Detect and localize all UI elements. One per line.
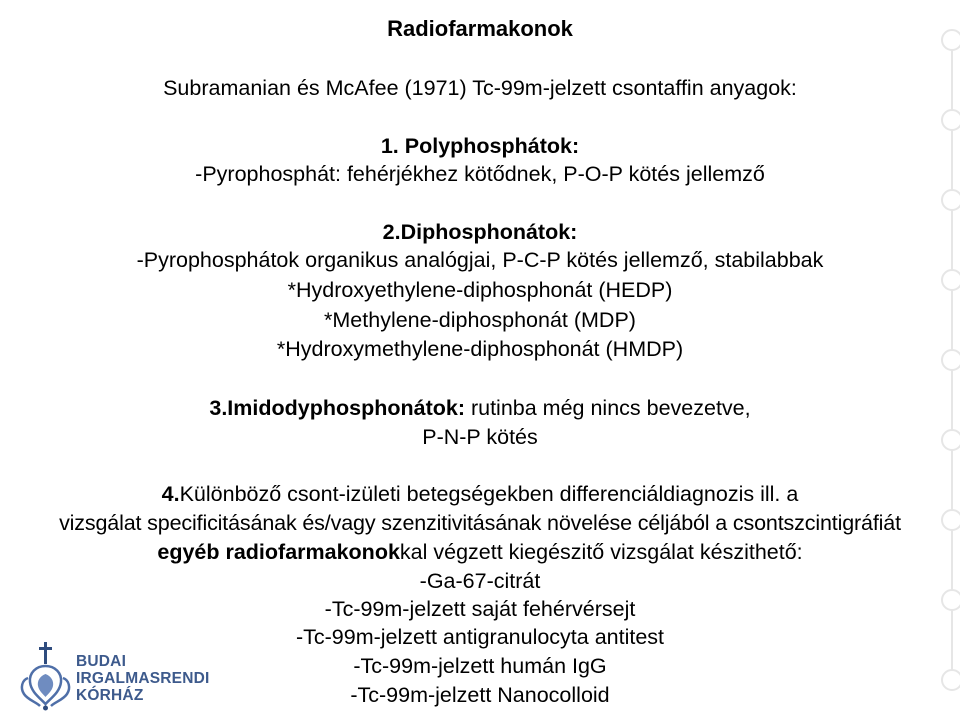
section4-line1-text: Különböző csont-izületi betegségekben differenciáldiagnozis ill. a: [179, 482, 799, 506]
section2-line3: *Methylene-diphosphonát (MDP): [324, 308, 636, 332]
section2-heading: 2.Diphosphonátok:: [382, 220, 578, 244]
hospital-logo: [18, 640, 210, 712]
section4-line1: [0, 480, 960, 508]
section4-line2: vizsgálat specificitásának és/vagy szenzitivitásának növelése céljából a csontszcintigráfiát: [59, 511, 901, 535]
section4-number: 4.: [161, 482, 180, 506]
intro-text: Subramanian és McAfee (1971) Tc-99m-jelzett csontaffin anyagok:: [163, 76, 797, 100]
hospital-emblem-icon: [18, 640, 78, 712]
slide-title: Radiofarmakonok: [387, 16, 573, 41]
logo-line-3: KÓRHÁZ: [76, 687, 144, 704]
section1-line1: -Pyrophosphát: fehérjékhez kötődnek, P-O-P kötés jellemző: [195, 162, 765, 186]
section3-line1: [0, 394, 960, 422]
section2-line1: -Pyrophosphátok organikus analógjai, P-C-P kötés jellemző, stabilabbak: [136, 248, 824, 272]
section4-line3-text: kal végzett kiegészitő vizsgálat készithető:: [399, 540, 803, 564]
list-item: -Tc-99m-jelzett humán IgG: [353, 654, 607, 678]
list-item: -Tc-99m-jelzett saját fehérvérsejt: [324, 597, 636, 621]
section2-line4: *Hydroxymethylene-diphosphonát (HMDP): [276, 337, 684, 361]
list-item: -Tc-99m-jelzett Nanocolloid: [350, 683, 610, 707]
logo-line-1: BUDAI: [76, 653, 127, 670]
logo-text: [76, 653, 210, 704]
section4-line3: [0, 538, 960, 566]
section3-text: rutinba még nincs bevezetve,: [464, 396, 751, 420]
logo-line-2: IRGALMASRENDI: [76, 670, 210, 687]
list-item: -Tc-99m-jelzett antigranulocyta antitest: [295, 625, 665, 649]
section2-line2: *Hydroxyethylene-diphosphonát (HEDP): [287, 278, 673, 302]
section1-heading: 1. Polyphosphátok:: [380, 134, 580, 158]
section3-line2: P-N-P kötés: [422, 425, 538, 449]
list-item: -Ga-67-citrát: [419, 569, 541, 593]
decorative-pattern-icon: [928, 0, 960, 720]
section4-bold-term: egyéb radiofarmakonok: [157, 540, 400, 564]
section3-heading: 3.Imidodyphosphonátok:: [209, 396, 465, 420]
